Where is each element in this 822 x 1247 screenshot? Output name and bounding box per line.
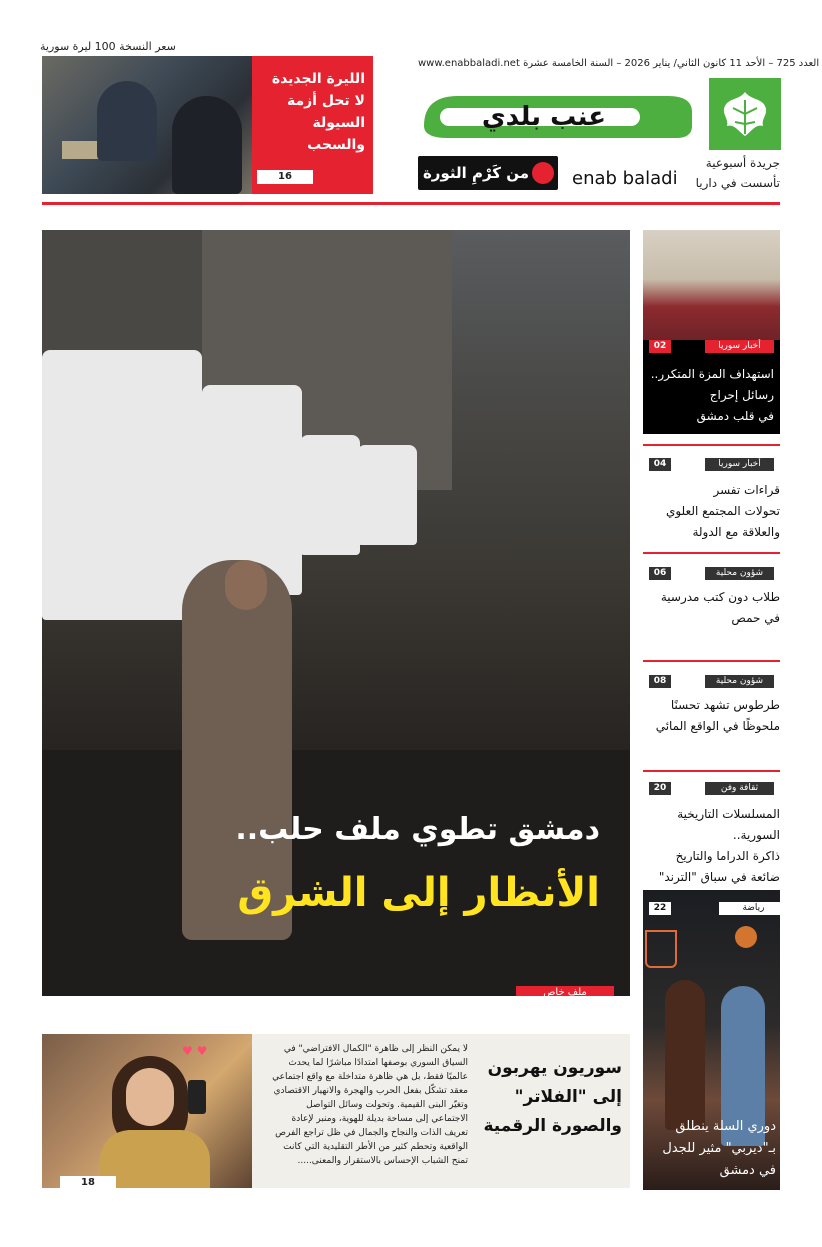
page-number: 02 <box>649 340 671 353</box>
hero-kicker: دمشق تطوي ملف حلب.. <box>235 812 600 847</box>
section-tag: رياضة <box>719 902 780 915</box>
story-headline <box>643 804 780 888</box>
page-number: 20 <box>649 782 671 795</box>
promo-headline <box>255 68 365 156</box>
divider <box>643 660 780 662</box>
sidebar-story-6[interactable] <box>643 890 780 1190</box>
feature-headline <box>482 1054 622 1141</box>
promo-page-number: 16 <box>257 170 313 184</box>
tagline-founded: تأسست في داريا <box>695 176 780 190</box>
section-tag: ثقافة وفن <box>705 782 774 795</box>
slogan-badge <box>418 156 558 190</box>
heart-icon: ♥ ♥ <box>182 1044 208 1058</box>
feature-headline-line: إلى "الفلاتر" <box>514 1087 622 1107</box>
soldier-head <box>225 560 267 610</box>
ambulance-4 <box>357 445 417 545</box>
selfie-photo <box>42 1034 252 1188</box>
hero-title: الأنظار إلى الشرق <box>237 870 600 916</box>
divider <box>643 552 780 554</box>
woman-face <box>126 1068 174 1126</box>
feature-page-number: 18 <box>60 1176 116 1190</box>
promo-box[interactable] <box>42 56 373 194</box>
promo-line-1: الليرة الجديدة <box>271 71 365 87</box>
basketball-hoop <box>645 930 677 968</box>
slogan-text: من كَرْمِ الثورة <box>422 164 530 182</box>
ambulance-3 <box>300 435 360 555</box>
sidebar-story-4[interactable] <box>643 673 780 743</box>
promo-line-2: لا تحل أزمة <box>286 93 365 109</box>
headline-line: استهداف المزة المتكرر.. <box>650 367 774 381</box>
promo-line-3: السيولة والسحب <box>307 115 365 153</box>
page-number: 06 <box>649 567 671 580</box>
headline-line: ضائعة في سباق "الترند" <box>658 870 780 884</box>
headline-line: بـ"ديربي" مثير للجدل <box>662 1141 776 1156</box>
headline-line: في حمص <box>731 611 780 625</box>
promo-photo <box>42 56 252 194</box>
story-headline <box>646 1116 776 1182</box>
grape-icon <box>532 162 554 184</box>
logo-text: عنب بلدي <box>481 102 606 132</box>
headline-line: ملحوظًا في الواقع المائي <box>655 719 780 733</box>
feature-headline-line: سوريون يهربون <box>487 1058 622 1078</box>
sidebar-story-3[interactable] <box>643 565 780 635</box>
headline-line: في قلب دمشق <box>696 409 774 423</box>
website-link[interactable]: www.enabbaladi.net <box>418 58 520 69</box>
feature-story[interactable] <box>42 1034 630 1188</box>
issue-text: العدد 725 – الأحد 11 كانون الثاني/ يناير 2026 – السنة الخامسة عشرة <box>523 58 820 69</box>
page-number: 08 <box>649 675 671 688</box>
divider <box>643 444 780 446</box>
headline-line: ذاكرة الدراما والتاريخ <box>675 849 780 863</box>
phone-icon <box>188 1080 206 1114</box>
story-headline <box>650 695 780 737</box>
player-left <box>665 980 705 1130</box>
sidebar-story-5[interactable] <box>643 782 780 884</box>
feature-headline-line: والصورة الرقمية <box>483 1116 622 1136</box>
headline-line: والعلاقة مع الدولة <box>692 525 780 539</box>
price-label: سعر النسخة 100 ليرة سورية <box>40 40 176 53</box>
headline-line: في دمشق <box>719 1163 776 1178</box>
basketball <box>735 926 757 948</box>
headline-line: دوري السلة ينطلق <box>675 1119 776 1134</box>
headline-line: طلاب دون كتب مدرسية <box>660 590 780 604</box>
teller-figure <box>97 81 157 161</box>
story-headline <box>644 364 774 427</box>
page-number: 04 <box>649 458 671 471</box>
grape-leaf-icon <box>709 78 781 150</box>
sidebar-story-2[interactable] <box>643 456 780 539</box>
section-tag: شؤون محلية <box>705 567 774 580</box>
headline-line: رسائل إحراج <box>709 388 774 402</box>
issue-line <box>418 58 820 69</box>
woman-shirt <box>100 1130 210 1188</box>
masthead-divider <box>42 202 780 205</box>
ambulance-1 <box>42 350 202 620</box>
section-tag: أخبار سوريا <box>705 458 774 471</box>
tagline-weekly: جريدة أسبوعية <box>705 156 780 170</box>
hero-tag: ملف خاص <box>516 986 614 996</box>
story-headline <box>650 587 780 629</box>
page-number: 22 <box>649 902 671 915</box>
customer-figure <box>172 96 242 194</box>
section-tag: أخبار سوريا <box>705 340 774 353</box>
headline-line: طرطوس تشهد تحسنًا <box>670 698 780 712</box>
hero-story[interactable] <box>42 230 630 996</box>
section-tag: شؤون محلية <box>705 675 774 688</box>
headline-line: تحولات المجتمع العلوي <box>665 504 780 518</box>
story-headline <box>650 480 780 543</box>
logo-latin: enab baladi <box>572 168 678 189</box>
headline-line: قراءات تفسر <box>713 483 780 497</box>
sidebar-story-1[interactable] <box>643 230 780 434</box>
headline-line: المسلسلات التاريخية السورية.. <box>677 807 780 842</box>
mosque-photo <box>643 230 780 340</box>
divider <box>643 770 780 772</box>
logo-wordmark <box>418 78 696 144</box>
feature-body: لا يمكن النظر إلى ظاهرة "الكمال الافتراضي" في السياق السوري بوصفها امتدادًا مباشرًا لما يحدث عالميًا فقط، بل هي ظاهرة متداخلة مع واقع اجتماعي معقد تشكّل بفعل الحرب والهجرة والانهيار الاقتصادي وتغيّر البنى القيمية. وتحولت وسائل التواصل الاجتماعي إلى مساحة بديلة للهوية، ومنبر لإعادة تعريف الذات والنجاح والجمال في ظل تراجع الفرص الواقعية وتحطم كثير من الأطر التقليدية التي كانت تمنح الشباب الإحساس بالاستقرار والمعنى..... <box>272 1044 468 1166</box>
